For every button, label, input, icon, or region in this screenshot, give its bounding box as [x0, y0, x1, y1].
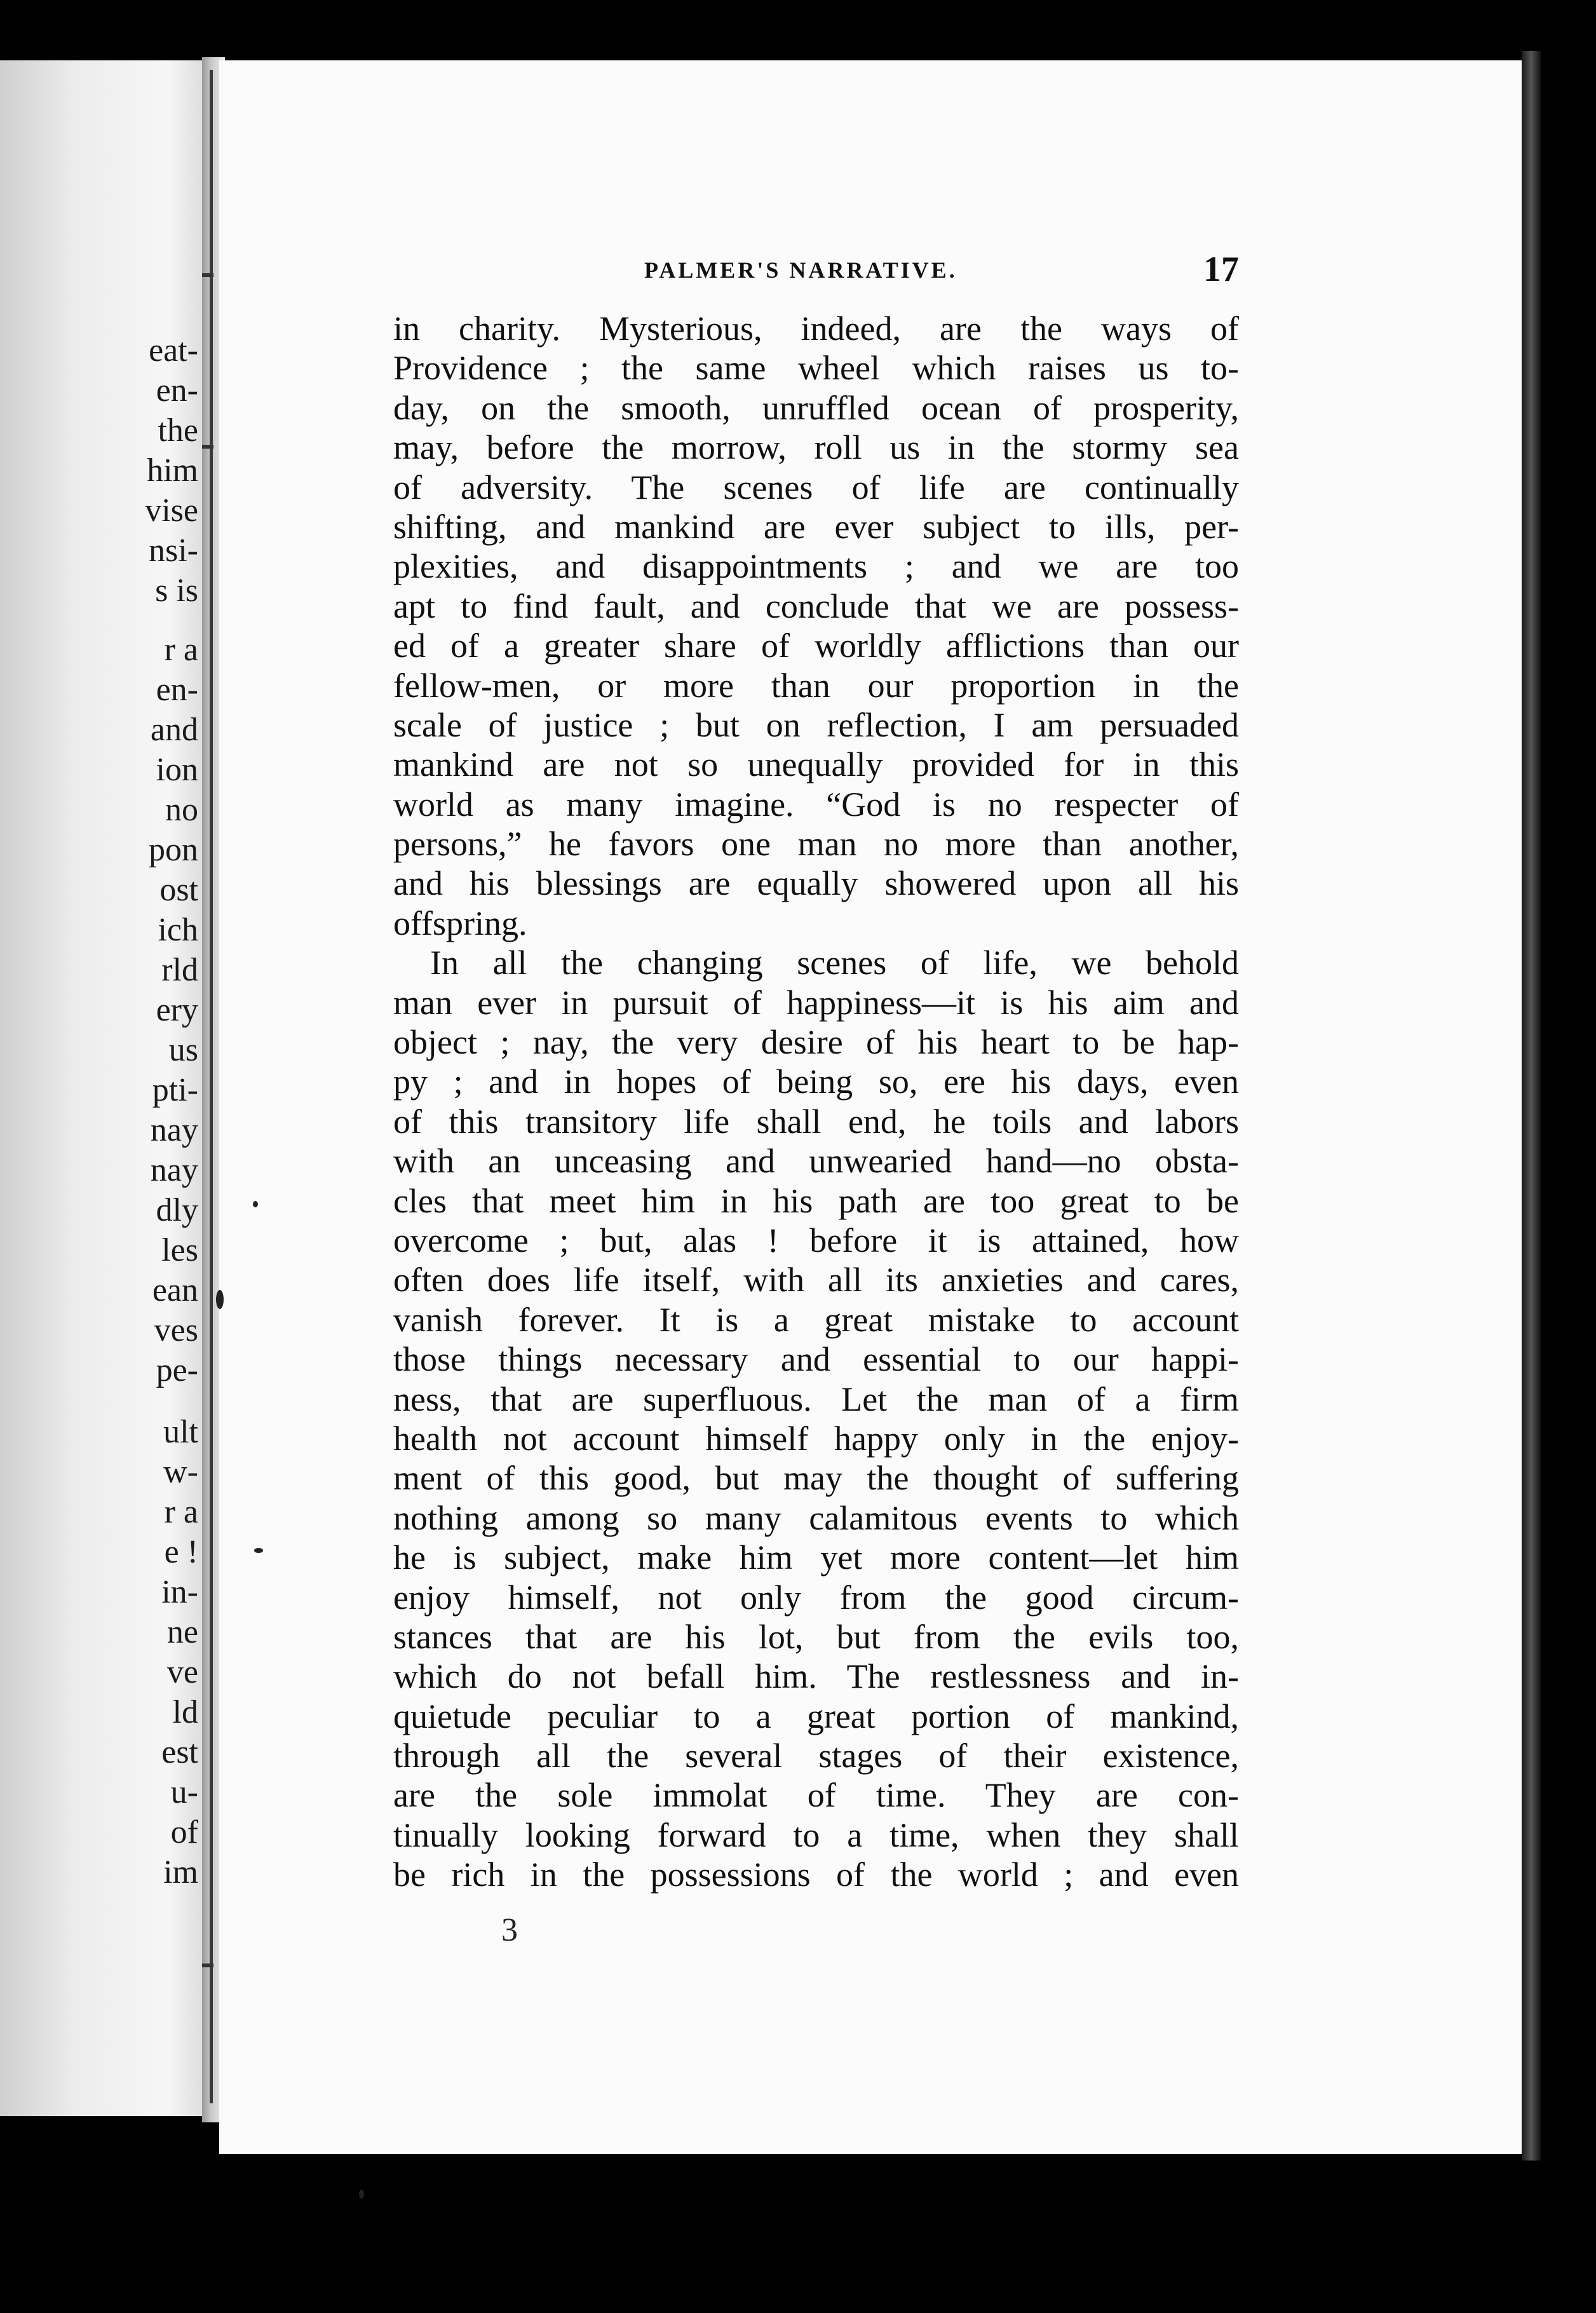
ink-speck [254, 1548, 263, 1553]
text-line: quietude peculiar to a great portion of mankind, [393, 1697, 1239, 1735]
text-line: apt to find fault, and conclude that we are possess- [393, 587, 1239, 625]
text-line: health not account himself happy only in the enjoy- [393, 1419, 1239, 1458]
facing-page-fragment: ult [163, 1414, 198, 1450]
page-number: 17 [1203, 250, 1239, 289]
text-line: those things necessary and essential to our happi- [393, 1340, 1239, 1379]
facing-page-fragment: ich [158, 912, 198, 948]
ink-speck [216, 1290, 224, 1309]
text-line: plexities, and disappointments ; and we are too [393, 547, 1239, 586]
facing-page-fragment: les [161, 1232, 198, 1268]
facing-page-fragment: ost [159, 872, 198, 908]
facing-page-fragment: ld [172, 1694, 198, 1730]
text-line: nothing among so many calamitous events to which [393, 1498, 1239, 1537]
binding-tick [202, 445, 213, 449]
text-line: through all the several stages of their existence, [393, 1737, 1239, 1775]
text-line: he is subject, make him yet more content—let him [393, 1538, 1239, 1577]
text-line: often does life itself, with all its anxieties and cares, [393, 1261, 1239, 1299]
text-line: man ever in pursuit of happiness—it is his aim and [393, 983, 1239, 1022]
text-line: of adversity. The scenes of life are continually [393, 468, 1239, 506]
text-line: In all the changing scenes of life, we behold [430, 944, 1239, 982]
ink-speck [253, 1201, 258, 1207]
facing-page-fragment: eat- [149, 332, 198, 369]
running-head: PALMER'S NARRATIVE. [644, 257, 957, 283]
facing-page-fragment: w- [163, 1454, 198, 1490]
text-line: enjoy himself, not only from the good circum- [393, 1578, 1239, 1617]
facing-page-fragment: est [161, 1734, 198, 1770]
facing-page-fragment: s is [155, 573, 198, 609]
text-line: ed of a greater share of worldly afflictions than our [393, 627, 1239, 665]
text-line: py ; and in hopes of being so, ere his days, even [393, 1062, 1239, 1101]
text-line: shifting, and mankind are ever subject to ills, per- [393, 507, 1239, 546]
body-text [393, 309, 1239, 1895]
facing-page-fragment: u- [170, 1774, 198, 1810]
text-line: and his blessings are equally showered upon all his [393, 864, 1239, 903]
binding-tick [202, 1964, 213, 1967]
facing-page-fragment: of [170, 1814, 198, 1850]
text-line: overcome ; but, alas ! before it is attained, how [393, 1221, 1239, 1259]
facing-page-fragment: nay [150, 1112, 198, 1148]
text-line: ment of this good, but may the thought of suffering [393, 1459, 1239, 1498]
binding-line [210, 70, 213, 2103]
facing-page [0, 60, 210, 2116]
facing-page-fragment: in- [161, 1574, 198, 1610]
facing-page-fragment: no [165, 792, 198, 828]
facing-page-fragment: pe- [156, 1352, 198, 1388]
text-line: object ; nay, the very desire of his heart to be hap- [393, 1023, 1239, 1062]
facing-page-fragment: ery [156, 992, 198, 1028]
text-line: scale of justice ; but on reflection, I am persuaded [393, 705, 1239, 744]
binding-tick [202, 273, 213, 277]
facing-page-fragment: r a [164, 632, 198, 668]
facing-page-fragment: pti- [152, 1072, 198, 1108]
facing-page-fragment: ne [166, 1614, 198, 1650]
facing-page-fragment: the [158, 412, 198, 449]
facing-page-fragment: en- [156, 672, 198, 708]
facing-page-text [122, 330, 198, 1892]
text-line: offspring. [393, 904, 527, 942]
text-line: of this transitory life shall end, he toils and labors [393, 1102, 1239, 1141]
text-line: with an unceasing and unwearied hand—no obsta- [393, 1142, 1239, 1181]
facing-page-fragment: r a [164, 1494, 198, 1530]
facing-page-fragment: him [147, 452, 198, 489]
text-line: which do not befall him. The restlessness and in- [393, 1657, 1239, 1696]
facing-page-fragment: ean [152, 1272, 198, 1308]
text-line: may, before the morrow, roll us in the stormy sea [393, 428, 1239, 467]
text-line: mankind are not so unequally provided for in this [393, 745, 1239, 784]
text-line: world as many imagine. “God is no respecter of [393, 785, 1239, 824]
page-header [644, 250, 1239, 291]
facing-page-fragment: ves [154, 1312, 198, 1348]
text-line: vanish forever. It is a great mistake to account [393, 1300, 1239, 1339]
facing-page-fragment: ve [166, 1654, 198, 1690]
facing-page-fragment: vise [145, 492, 198, 529]
facing-page-fragment: us [168, 1032, 198, 1068]
facing-page-fragment: pon [149, 832, 198, 868]
facing-page-fragment: dly [156, 1192, 198, 1228]
text-line: are the sole immolat of time. They are con- [393, 1776, 1239, 1815]
page-edge [1522, 51, 1541, 2160]
text-line: ness, that are superfluous. Let the man of a firm [393, 1380, 1239, 1418]
facing-page-fragment: nay [150, 1152, 198, 1188]
facing-page-fragment: en- [156, 372, 198, 409]
facing-page-fragment: ion [156, 752, 198, 788]
text-line: be rich in the possessions of the world ; and even [393, 1855, 1239, 1894]
facing-page-fragment: im [163, 1854, 198, 1890]
text-line: tinually looking forward to a time, when they shall [393, 1815, 1239, 1854]
facing-page-fragment: and [150, 712, 198, 748]
text-line: cles that meet him in his path are too great to be [393, 1181, 1239, 1220]
facing-page-fragment: e ! [164, 1534, 198, 1570]
facing-page-fragment: rld [161, 952, 198, 988]
text-line: fellow-men, or more than our proportion in the [393, 666, 1239, 705]
text-line: persons,” he favors one man no more than another, [393, 825, 1239, 864]
ink-speck [359, 2190, 364, 2199]
signature-mark: 3 [501, 1912, 518, 1948]
text-line: day, on the smooth, unruffled ocean of prosperity, [393, 388, 1239, 427]
text-line: Providence ; the same wheel which raises us to- [393, 349, 1239, 388]
text-line: in charity. Mysterious, indeed, are the ways of [393, 309, 1239, 348]
text-line: stances that are his lot, but from the evils too, [393, 1617, 1239, 1656]
facing-page-fragment: nsi- [149, 532, 198, 569]
